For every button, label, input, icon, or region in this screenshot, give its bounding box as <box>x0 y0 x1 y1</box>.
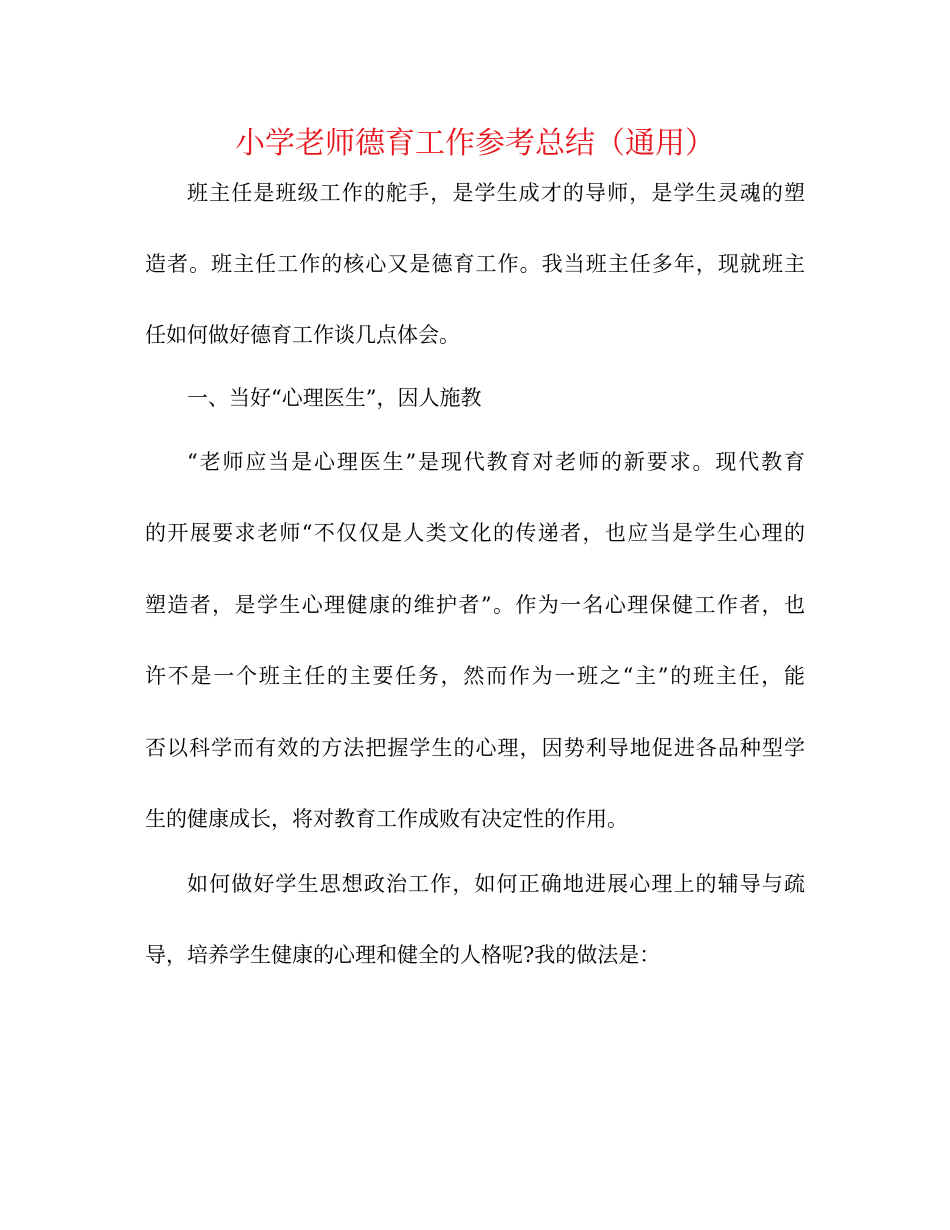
paragraph-line: 造者。班主任工作的核心又是德育工作。我当班主任多年，现就班主 <box>145 252 805 276</box>
paragraph-line: 导，培养学生健康的心理和健全的人格呢?我的做法是： <box>145 943 661 967</box>
paragraph-line: 班主任是班级工作的舵手，是学生成才的导师，是学生灵魂的塑 <box>187 181 805 205</box>
paragraph-line: 塑造者，是学生心理健康的维护者”。作为一名心理保健工作者，也 <box>145 593 805 617</box>
paragraph-line: 的开展要求老师“不仅仅是人类文化的传递者，也应当是学生心理的 <box>145 521 805 545</box>
paragraph-line: 如何做好学生思想政治工作，如何正确地进展心理上的辅导与疏 <box>187 872 805 896</box>
document-title: 小学老师德育工作参考总结（通用） <box>235 126 715 161</box>
paragraph-line: 许不是一个班主任的主要任务，然而作为一班之“主”的班主任，能 <box>145 664 805 688</box>
paragraph-line: 任如何做好德育工作谈几点体会。 <box>145 323 460 347</box>
section-heading: 一、当好“心理医生”，因人施教 <box>187 386 482 410</box>
paragraph-line: “老师应当是心理医生”是现代教育对老师的新要求。现代教育 <box>187 450 805 474</box>
paragraph-line: 否以科学而有效的方法把握学生的心理，因势利导地促进各品种型学 <box>145 736 805 760</box>
paragraph-line: 生的健康成长，将对教育工作成败有决定性的作用。 <box>145 807 628 831</box>
